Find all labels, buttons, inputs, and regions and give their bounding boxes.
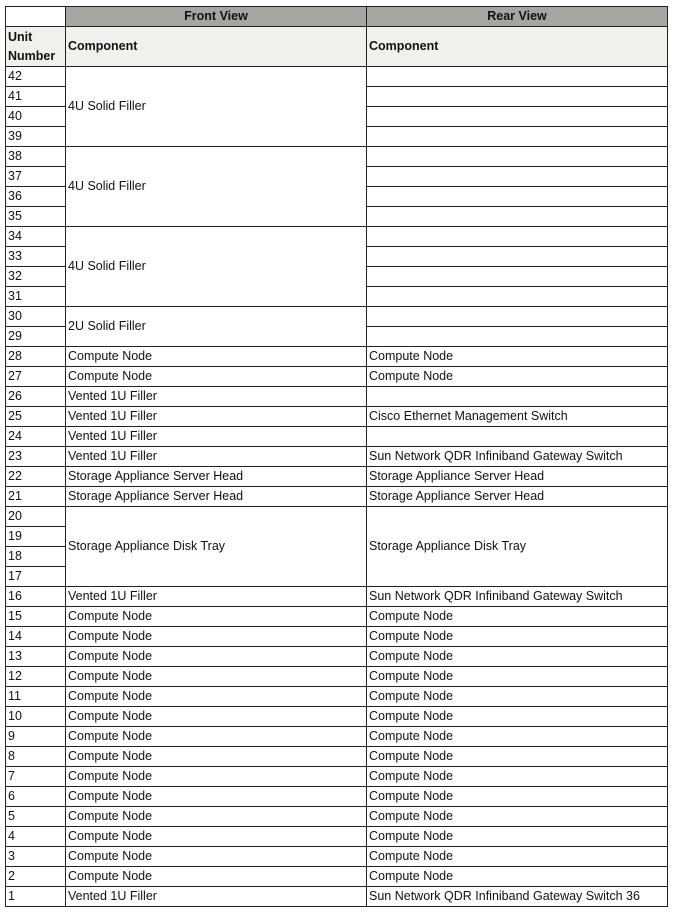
rear-component-cell	[367, 427, 668, 447]
front-component-cell: 4U Solid Filler	[66, 147, 367, 227]
unit-number-cell: 36	[6, 187, 66, 207]
unit-number-cell: 38	[6, 147, 66, 167]
rear-view-header: Rear View	[367, 7, 668, 27]
unit-number-cell: 15	[6, 607, 66, 627]
front-component-cell: Compute Node	[66, 847, 367, 867]
front-component-cell: Vented 1U Filler	[66, 887, 367, 907]
front-component-cell: Compute Node	[66, 627, 367, 647]
table-row	[6, 607, 668, 627]
unit-number-cell: 35	[6, 207, 66, 227]
rear-component-cell: Compute Node	[367, 367, 668, 387]
unit-number-cell: 5	[6, 807, 66, 827]
rear-component-cell: Compute Node	[367, 727, 668, 747]
unit-number-cell: 30	[6, 307, 66, 327]
table-row	[6, 707, 668, 727]
unit-number-cell: 10	[6, 707, 66, 727]
unit-number-cell: 25	[6, 407, 66, 427]
front-component-cell: Compute Node	[66, 867, 367, 887]
table-row	[6, 767, 668, 787]
front-component-cell: 2U Solid Filler	[66, 307, 367, 347]
unit-number-cell: 28	[6, 347, 66, 367]
unit-number-cell: 42	[6, 67, 66, 87]
rear-component-cell: Compute Node	[367, 347, 668, 367]
front-component-cell: Storage Appliance Server Head	[66, 467, 367, 487]
rear-component-cell: Sun Network QDR Infiniband Gateway Switch	[367, 587, 668, 607]
front-component-cell: Vented 1U Filler	[66, 587, 367, 607]
unit-number-cell: 39	[6, 127, 66, 147]
front-component-cell: Vented 1U Filler	[66, 407, 367, 427]
table-row	[6, 67, 668, 87]
front-component-cell: Compute Node	[66, 367, 367, 387]
front-component-cell: Compute Node	[66, 827, 367, 847]
unit-number-cell: 29	[6, 327, 66, 347]
rear-component-cell: Sun Network QDR Infiniband Gateway Switch	[367, 447, 668, 467]
table-row	[6, 447, 668, 467]
rear-component-cell: Compute Node	[367, 747, 668, 767]
table-row	[6, 587, 668, 607]
front-component-cell: Compute Node	[66, 727, 367, 747]
unit-number-cell: 27	[6, 367, 66, 387]
unit-number-cell: 18	[6, 547, 66, 567]
rack-layout-table	[5, 6, 668, 907]
table-row	[6, 627, 668, 647]
unit-number-cell: 12	[6, 667, 66, 687]
table-row	[6, 427, 668, 447]
front-component-header: Component	[66, 27, 367, 67]
table-row	[6, 227, 668, 247]
rear-component-cell: Compute Node	[367, 687, 668, 707]
blank-header-cell	[6, 7, 66, 27]
unit-number-cell: 6	[6, 787, 66, 807]
table-row	[6, 727, 668, 747]
table-row	[6, 647, 668, 667]
front-component-cell: Compute Node	[66, 347, 367, 367]
front-component-cell: Storage Appliance Server Head	[66, 487, 367, 507]
table-row	[6, 747, 668, 767]
rear-component-cell	[367, 267, 668, 287]
unit-number-cell: 3	[6, 847, 66, 867]
rear-component-cell: Compute Node	[367, 827, 668, 847]
table-row	[6, 487, 668, 507]
unit-number-cell: 8	[6, 747, 66, 767]
rack-body	[6, 67, 668, 907]
table-row	[6, 387, 668, 407]
unit-number-cell: 1	[6, 887, 66, 907]
rear-component-cell	[367, 87, 668, 107]
front-component-cell: Compute Node	[66, 667, 367, 687]
unit-number-cell: 4	[6, 827, 66, 847]
table-row	[6, 827, 668, 847]
rear-component-cell	[367, 387, 668, 407]
unit-number-cell: 9	[6, 727, 66, 747]
unit-number-cell: 41	[6, 87, 66, 107]
rear-component-cell: Compute Node	[367, 767, 668, 787]
unit-number-cell: 11	[6, 687, 66, 707]
unit-number-cell: 23	[6, 447, 66, 467]
unit-number-cell: 24	[6, 427, 66, 447]
rear-component-cell: Compute Node	[367, 807, 668, 827]
rear-component-cell: Compute Node	[367, 867, 668, 887]
unit-number-cell: 21	[6, 487, 66, 507]
rear-component-cell: Compute Node	[367, 847, 668, 867]
front-view-header: Front View	[66, 7, 367, 27]
front-component-cell: Vented 1U Filler	[66, 447, 367, 467]
unit-number-cell: 40	[6, 107, 66, 127]
table-row	[6, 787, 668, 807]
rear-component-cell	[367, 127, 668, 147]
table-row	[6, 507, 668, 527]
unit-number-cell: 26	[6, 387, 66, 407]
table-row	[6, 687, 668, 707]
table-row	[6, 867, 668, 887]
front-component-cell: Compute Node	[66, 707, 367, 727]
rear-component-cell	[367, 287, 668, 307]
table-row	[6, 467, 668, 487]
unit-number-cell: 33	[6, 247, 66, 267]
front-component-cell: Compute Node	[66, 647, 367, 667]
table-row	[6, 347, 668, 367]
unit-number-cell: 32	[6, 267, 66, 287]
rear-component-cell	[367, 207, 668, 227]
rear-component-cell	[367, 307, 668, 327]
front-component-cell: Compute Node	[66, 747, 367, 767]
unit-number-cell: 31	[6, 287, 66, 307]
table-row	[6, 667, 668, 687]
front-component-cell: Vented 1U Filler	[66, 427, 367, 447]
unit-number-cell: 7	[6, 767, 66, 787]
front-component-cell: Compute Node	[66, 607, 367, 627]
unit-number-cell: 22	[6, 467, 66, 487]
table-row	[6, 847, 668, 867]
rear-component-cell	[367, 247, 668, 267]
rear-component-cell: Sun Network QDR Infiniband Gateway Switch 36	[367, 887, 668, 907]
front-component-cell: Vented 1U Filler	[66, 387, 367, 407]
rear-component-cell	[367, 107, 668, 127]
front-component-cell: Compute Node	[66, 687, 367, 707]
rear-component-header: Component	[367, 27, 668, 67]
unit-number-cell: 13	[6, 647, 66, 667]
unit-number-cell: 16	[6, 587, 66, 607]
unit-number-cell: 17	[6, 567, 66, 587]
rear-component-cell: Compute Node	[367, 607, 668, 627]
unit-number-cell: 37	[6, 167, 66, 187]
rear-component-cell	[367, 167, 668, 187]
rear-component-cell	[367, 227, 668, 247]
unit-number-cell: 34	[6, 227, 66, 247]
unit-number-cell: 20	[6, 507, 66, 527]
front-component-cell: 4U Solid Filler	[66, 227, 367, 307]
table-row	[6, 367, 668, 387]
rear-component-cell: Storage Appliance Disk Tray	[367, 507, 668, 587]
rear-component-cell: Compute Node	[367, 667, 668, 687]
table-row	[6, 807, 668, 827]
front-component-cell: 4U Solid Filler	[66, 67, 367, 147]
table-row	[6, 307, 668, 327]
front-component-cell: Compute Node	[66, 787, 367, 807]
rear-component-cell: Compute Node	[367, 787, 668, 807]
table-row	[6, 887, 668, 907]
front-component-cell: Compute Node	[66, 807, 367, 827]
rear-component-cell	[367, 67, 668, 87]
view-header-row	[6, 7, 668, 27]
column-header-row	[6, 27, 668, 67]
rear-component-cell: Compute Node	[367, 627, 668, 647]
rear-component-cell: Compute Node	[367, 647, 668, 667]
unit-number-cell: 2	[6, 867, 66, 887]
rear-component-cell	[367, 327, 668, 347]
rear-component-cell	[367, 147, 668, 167]
rear-component-cell: Storage Appliance Server Head	[367, 487, 668, 507]
rear-component-cell: Cisco Ethernet Management Switch	[367, 407, 668, 427]
table-row	[6, 147, 668, 167]
rear-component-cell	[367, 187, 668, 207]
unit-number-cell: 14	[6, 627, 66, 647]
front-component-cell: Storage Appliance Disk Tray	[66, 507, 367, 587]
unit-number-cell: 19	[6, 527, 66, 547]
table-row	[6, 407, 668, 427]
rear-component-cell: Storage Appliance Server Head	[367, 467, 668, 487]
front-component-cell: Compute Node	[66, 767, 367, 787]
unit-number-header: Unit Number	[6, 27, 66, 67]
rear-component-cell: Compute Node	[367, 707, 668, 727]
